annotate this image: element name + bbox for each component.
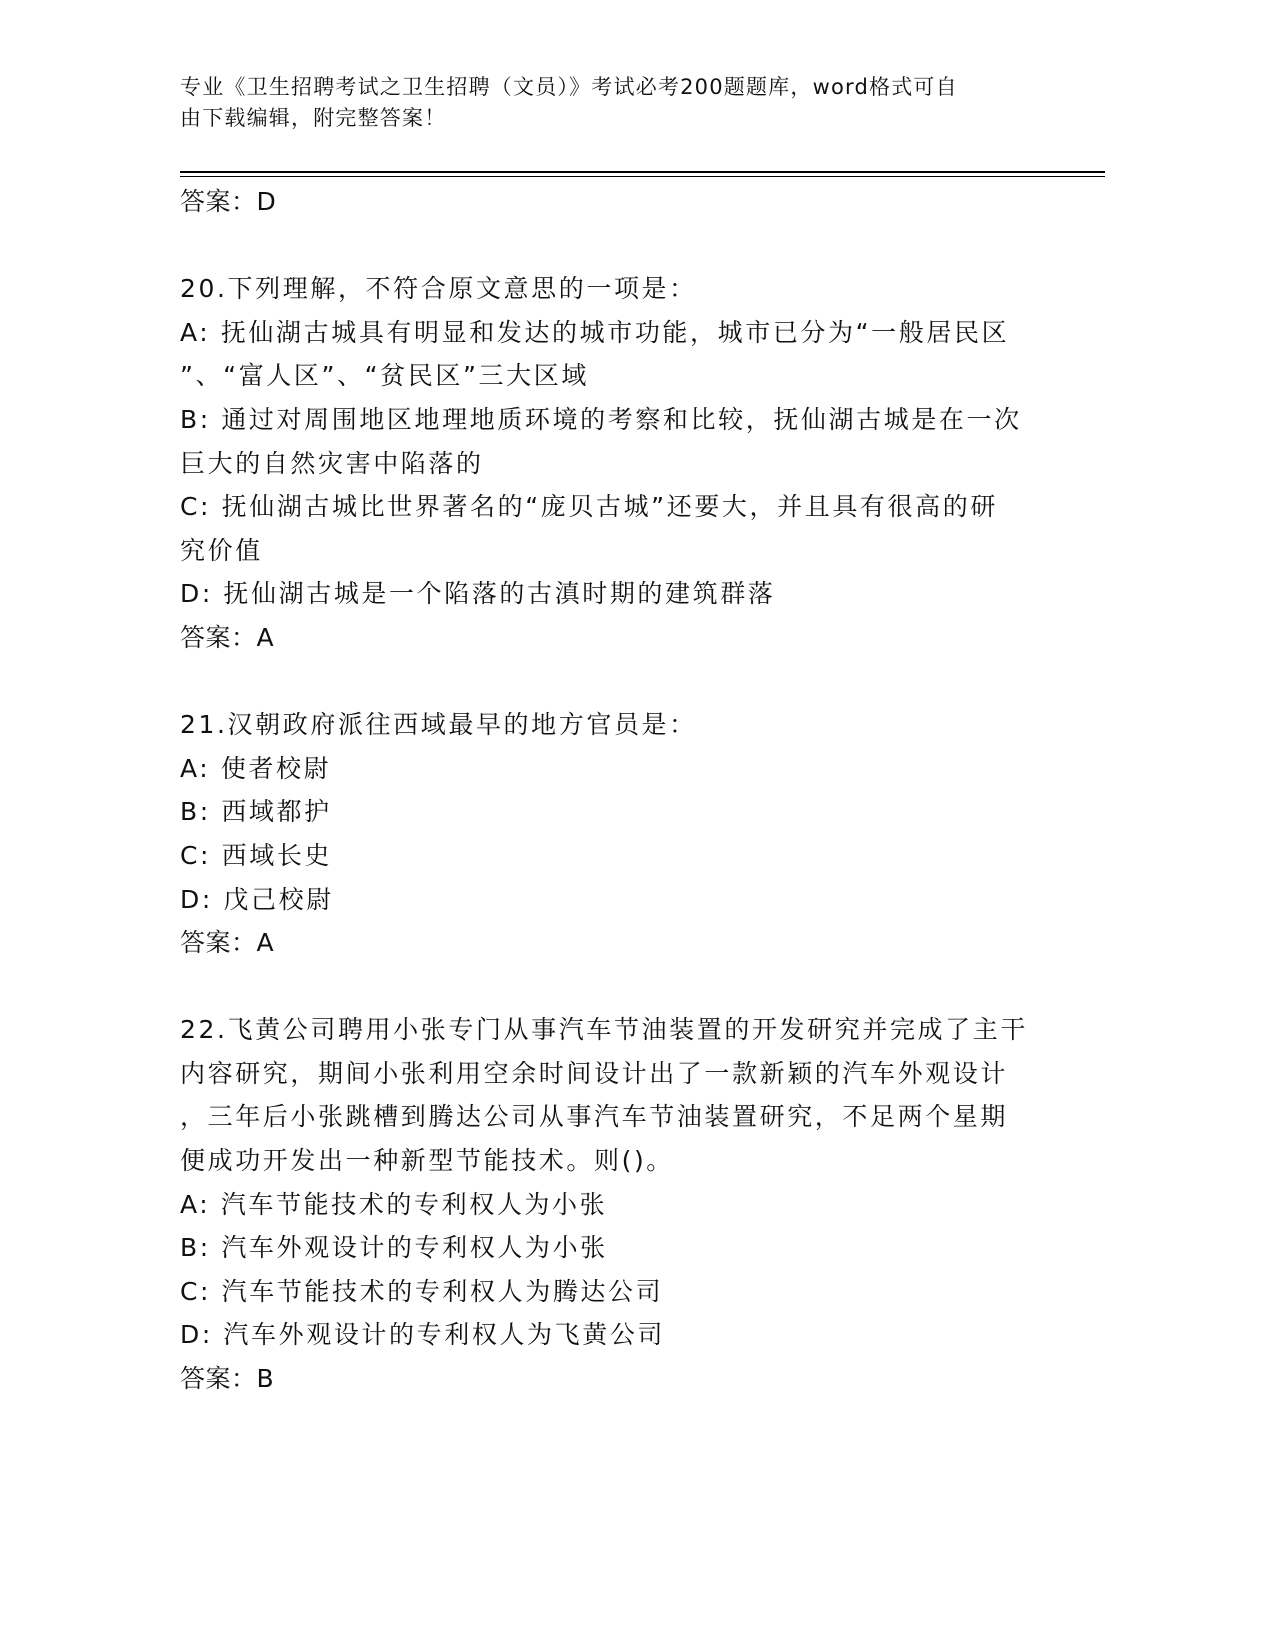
header-line: 由下载编辑，附完整答案！ <box>180 106 447 130</box>
answer-line: 答案：A <box>180 622 275 652</box>
question-line: B: 汽车外观设计的专利权人为小张 <box>180 1233 608 1263</box>
question-block <box>180 1008 1028 1444</box>
header-line: 专业《卫生招聘考试之卫生招聘（文员）》考试必考200题题库，word格式可自 <box>180 75 958 99</box>
answer-line: 答案：D <box>180 187 277 216</box>
question-stem: 21.汉朝政府派往西域最早的地方官员是： <box>180 710 697 740</box>
question-line: D: 抚仙湖古城是一个陷落的古滇时期的建筑群落 <box>180 579 776 609</box>
question-line: C: 汽车节能技术的专利权人为腾达公司 <box>180 1276 664 1306</box>
question-block <box>180 267 1028 703</box>
question-line: ，三年后小张跳槽到腾达公司从事汽车节油装置研究，不足两个星期 <box>180 1102 1009 1132</box>
question-line: A: 抚仙湖古城具有明显和发达的城市功能，城市已分为“一般居民区 <box>180 317 1010 347</box>
question-line: B: 通过对周围地区地理地质环境的考察和比较，抚仙湖古城是在一次 <box>180 404 1022 434</box>
question-line: A: 汽车节能技术的专利权人为小张 <box>180 1189 608 1219</box>
question-line: C: 西域长史 <box>180 840 333 870</box>
question-stem: 22.飞黄公司聘用小张专门从事汽车节油装置的开发研究并完成了主干 <box>180 1015 1028 1045</box>
question-line: 究价值 <box>180 535 263 565</box>
question-line: 便成功开发出一种新型节能技术。则()。 <box>180 1146 674 1176</box>
answer-line: 答案：B <box>180 1364 275 1394</box>
question-line: C: 抚仙湖古城比世界著名的“庞贝古城”还要大，并且具有很高的研 <box>180 492 998 522</box>
question-line: D: 汽车外观设计的专利权人为飞黄公司 <box>180 1320 666 1350</box>
question-line: 巨大的自然灾害中陷落的 <box>180 448 484 478</box>
question-line: B: 西域都护 <box>180 797 332 827</box>
header-divider <box>180 171 1105 173</box>
answer-line: 答案：A <box>180 928 275 958</box>
header-divider-thin <box>180 176 1105 177</box>
question-line: D: 戊己校尉 <box>180 884 334 914</box>
question-stem: 20.下列理解，不符合原文意思的一项是： <box>180 274 697 304</box>
question-line: 内容研究，期间小张利用空余时间设计出了一款新颖的汽车外观设计 <box>180 1058 1009 1088</box>
question-line: ”、“富人区”、“贫民区”三大区域 <box>180 361 589 391</box>
document-header <box>180 72 1040 134</box>
question-block <box>180 703 1028 1008</box>
document-body <box>180 180 1028 1444</box>
question-line: A: 使者校尉 <box>180 753 332 783</box>
